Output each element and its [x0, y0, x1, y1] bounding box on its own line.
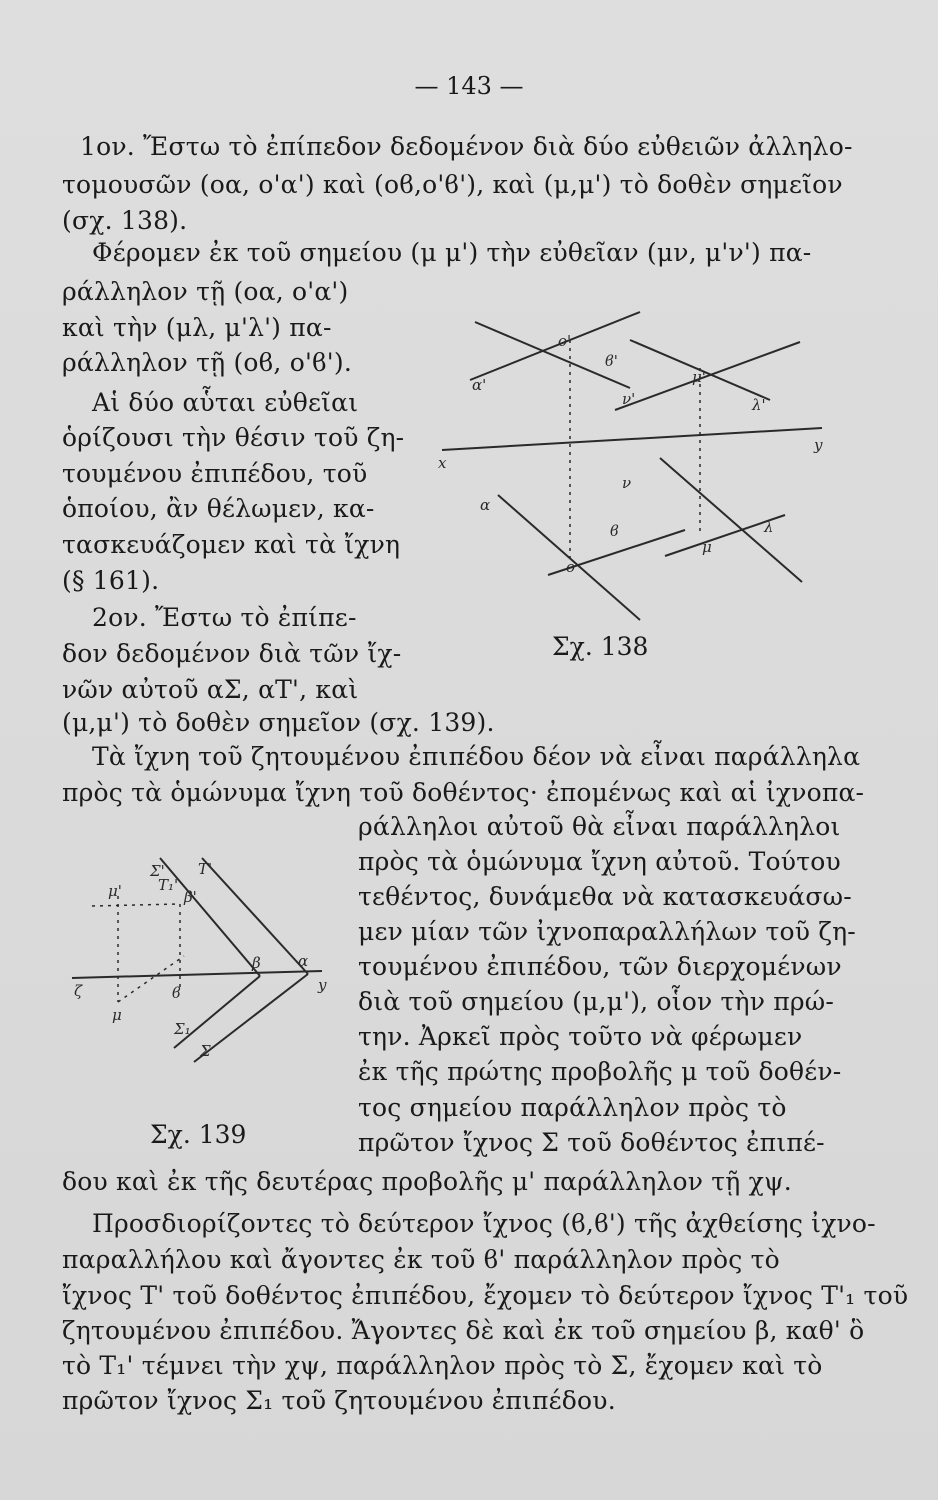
- label: α: [480, 496, 491, 514]
- label: α': [472, 376, 487, 394]
- label: ν': [622, 390, 636, 408]
- label: μ': [108, 882, 122, 900]
- label: ϐ: [610, 522, 619, 540]
- text-line: ράλληλον τῇ (οα, ο'α'): [62, 277, 349, 306]
- label: μ: [702, 538, 712, 556]
- figure-138-diagram: [430, 300, 830, 630]
- fig139-axis-xy: [72, 971, 322, 978]
- text-line: (σχ. 138).: [62, 206, 188, 235]
- label: Σ: [200, 1042, 211, 1060]
- text-line: δου καὶ ἐκ τῆς δευτέρας προβολῆς μ' παράλληλον τῇ χψ.: [62, 1167, 792, 1196]
- text-line: (§ 161).: [62, 566, 160, 595]
- label: y: [318, 976, 327, 994]
- label: μ: [112, 1006, 122, 1024]
- label: λ: [764, 518, 774, 536]
- text-line: ἐκ τῆς πρώτης προβολῆς μ τοῦ δοθέν-: [358, 1057, 842, 1086]
- label: β: [252, 954, 261, 972]
- label: T₁': [158, 876, 179, 894]
- label: Σ₁: [174, 1020, 191, 1038]
- text-line: ζητουμένου ἐπιπέδου. Ἄγοντες δὲ καὶ ἐκ τοῦ σημείου β, καθ' ὃ: [62, 1316, 865, 1345]
- text-line: παραλλήλου καὶ ἄγοντες ἐκ τοῦ ϐ' παράλληλον πρὸς τὸ: [62, 1245, 780, 1274]
- text-line: ράλληλον τῇ (οϐ, ο'ϐ').: [62, 348, 352, 377]
- label: ϐ: [172, 984, 181, 1002]
- label: y: [814, 436, 823, 454]
- text-line: πρῶτον ἴχνος Σ τοῦ δοθέντος ἐπιπέ-: [358, 1128, 825, 1157]
- label: T': [198, 860, 213, 878]
- label: λ': [752, 396, 766, 414]
- text-line: τὸ Τ₁' τέμνει τὴν χψ, παράλληλον πρὸς τὸ Σ, ἔχομεν καὶ τὸ: [62, 1351, 823, 1380]
- text-line: ὁρίζουσι τὴν θέσιν τοῦ ζη-: [62, 423, 405, 452]
- label: o: [566, 558, 576, 576]
- text-line: ράλληλοι αὐτοῦ θὰ εἶναι παράλληλοι: [358, 812, 841, 841]
- text-line: Τὰ ἴχνη τοῦ ζητουμένου ἐπιπέδου δέον νὰ εἶναι παράλληλα: [92, 742, 861, 771]
- figure-139-diagram: [72, 840, 347, 1080]
- text-line: ὁποίου, ἂν θέλωμεν, κα-: [62, 494, 375, 523]
- text-line: τεθέντος, δυνάμεθα νὰ κατασκευάσω-: [358, 882, 852, 911]
- text-line: Αἱ δύο αὗται εὐθεῖαι: [92, 388, 359, 417]
- text-line: τασκευάζομεν καὶ τὰ ἴχνη: [62, 530, 401, 559]
- text-line: την. Ἀρκεῖ πρὸς τοῦτο νὰ φέρωμεν: [358, 1022, 803, 1051]
- text-line: (μ,μ') τὸ δοθὲν σημεῖον (σχ. 139).: [62, 708, 495, 737]
- label: ν: [622, 474, 632, 492]
- text-line: τος σημείου παράλληλον πρὸς τὸ: [358, 1093, 787, 1122]
- text-line: Φέρομεν ἐκ τοῦ σημείου (μ μ') τὴν εὐθεῖαν (μν, μ'ν') πα-: [92, 238, 812, 267]
- text-line: πρῶτον ἴχνος Σ₁ τοῦ ζητουμένου ἐπιπέδου.: [62, 1386, 616, 1415]
- label: α: [298, 952, 309, 970]
- label: o': [558, 332, 572, 350]
- label: μ': [692, 368, 706, 386]
- text-line: πρὸς τὰ ὁμώνυμα ἴχνη τοῦ δοθέντος· ἐπομένως καὶ αἱ ἰχνοπα-: [62, 778, 865, 807]
- text-line: καὶ τὴν (μλ, μ'λ') πα-: [62, 313, 332, 342]
- text-line: μεν μίαν τῶν ἰχνοπαραλλήλων τοῦ ζη-: [358, 917, 856, 946]
- text-line: Προσδιορίζοντες τὸ δεύτερον ἴχνος (ϐ,ϐ') τῆς ἀχθείσης ἰχνο-: [92, 1209, 876, 1238]
- fig139-parallel-m-prime: [92, 904, 180, 906]
- label: β': [184, 888, 197, 906]
- text-line: 1ον. Ἔστω τὸ ἐπίπεδον δεδομένον διὰ δύο εὐθειῶν ἀλληλο-: [80, 132, 853, 161]
- fig138-line-mn: [660, 458, 802, 582]
- text-line: τουμένου ἐπιπέδου, τῶν διερχομένων: [358, 952, 842, 981]
- figure-138-caption: Σχ. 138: [552, 632, 649, 661]
- figure-139-caption: Σχ. 139: [150, 1120, 247, 1149]
- text-line: νῶν αὐτοῦ αΣ, αΤ', καὶ: [62, 675, 359, 704]
- fig138-line-mn-prime: [615, 342, 800, 410]
- text-line: τομουσῶν (οα, ο'α') καὶ (οϐ,ο'ϐ'), καὶ (μ,μ') τὸ δοθὲν σημεῖον: [62, 170, 843, 199]
- label: ϐ': [605, 352, 618, 370]
- fig138-axis-xy: [442, 428, 822, 450]
- text-line: πρὸς τὰ ὁμώνυμα ἴχνη αὐτοῦ. Τούτου: [358, 847, 841, 876]
- label: ζ: [74, 982, 83, 1000]
- text-line: 2ον. Ἔστω τὸ ἐπίπε-: [92, 603, 357, 632]
- text-line: δον δεδομένον διὰ τῶν ἴχ-: [62, 639, 402, 668]
- text-line: τουμένου ἐπιπέδου, τοῦ: [62, 459, 368, 488]
- label: x: [438, 454, 447, 472]
- text-line: διὰ τοῦ σημείου (μ,μ'), οἷον τὴν πρώ-: [358, 987, 835, 1016]
- text-line: ἴχνος Τ' τοῦ δοθέντος ἐπιπέδου, ἔχομεν τὸ δεύτερον ἴχνος Τ'₁ τοῦ: [62, 1281, 909, 1310]
- label: Σ': [150, 862, 165, 880]
- page-number: — 143 —: [414, 72, 524, 100]
